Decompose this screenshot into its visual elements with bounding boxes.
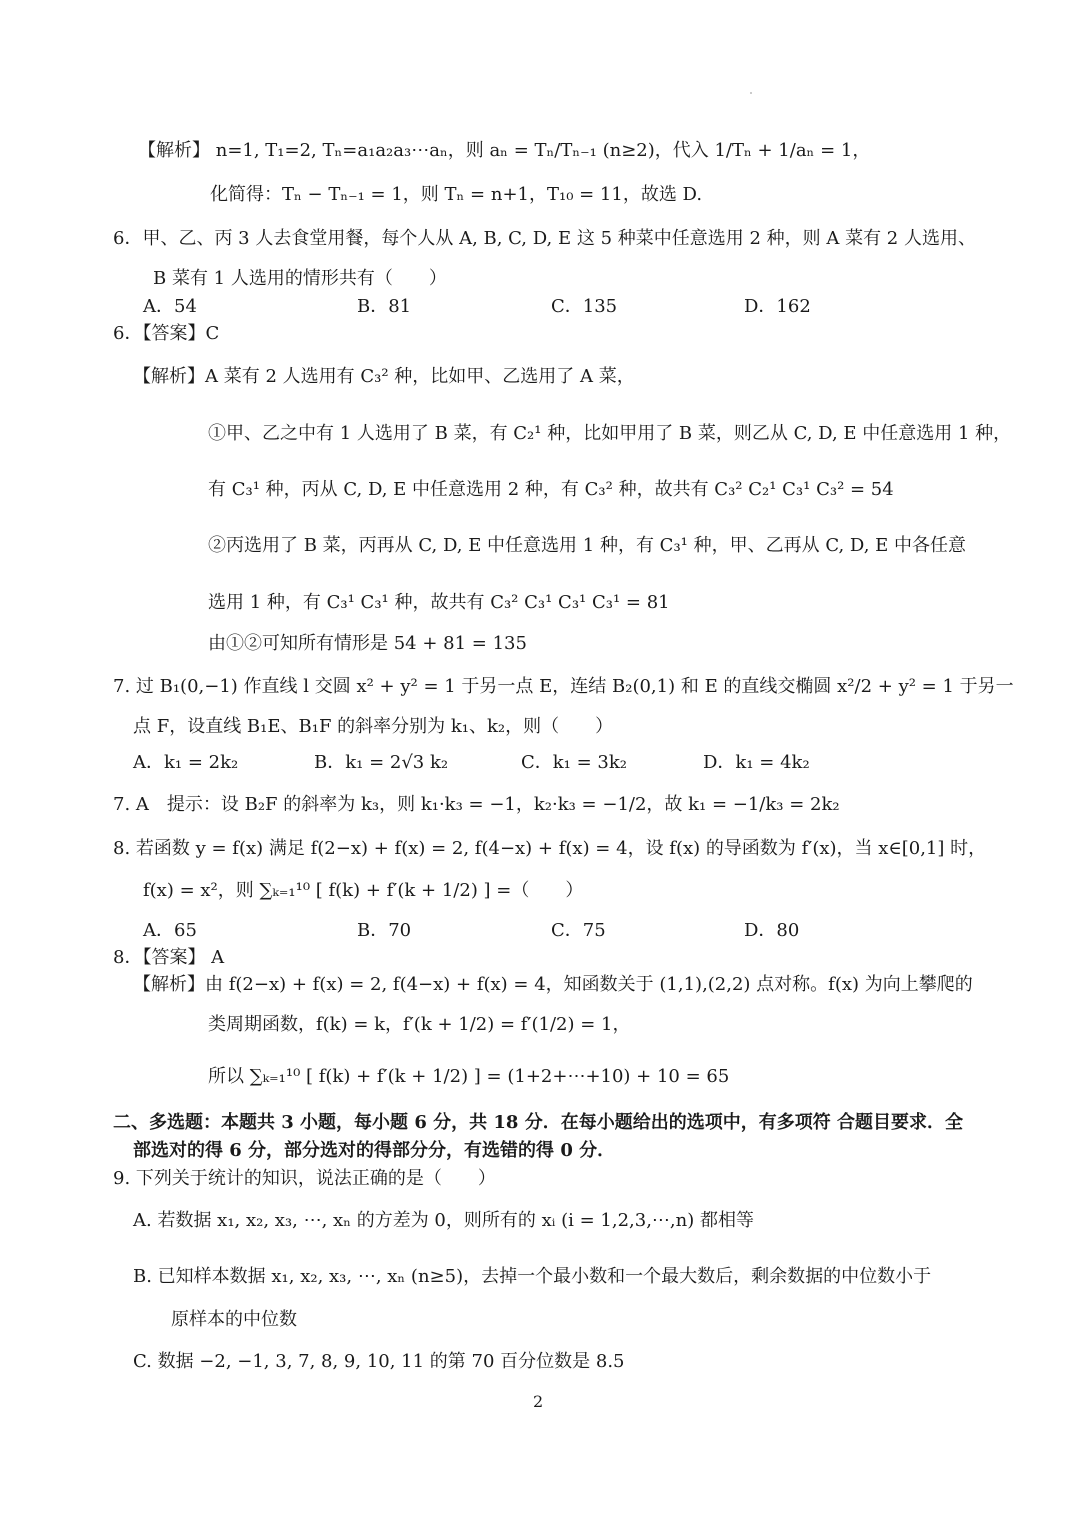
q5-analysis-line2: 化简得：Tₙ − Tₙ₋₁ = 1，则 Tₙ = n+1，T₁₀ = 11，故选 D.	[210, 184, 703, 205]
section-heading-line1: 二、多选题：本题共 3 小题，每小题 6 分，共 18 分．在每小题给出的选项中，有多项符 合题目要求．全	[113, 1112, 963, 1133]
q8-analysis-line1: 【解析】由 f(2−x) + f(x) = 2, f(4−x) + f(x) = 4，知函数关于 (1,1),(2,2) 点对称。f(x) 为向上攀爬的	[133, 974, 973, 995]
q8-option-d: D．80	[744, 920, 800, 941]
q5-analysis-line1: 【解析】 n=1, T₁=2, Tₙ=a₁a₂a₃⋯aₙ，则 aₙ = Tₙ/Tₙ₋₁ (n≥2)，代入 1/Tₙ + 1/aₙ = 1，	[138, 140, 871, 161]
q7-option-b: B．k₁ = 2√3 k₂	[314, 752, 449, 773]
q9-option-b-line2: 原样本的中位数	[171, 1309, 297, 1330]
q6-analysis-line6: 由①②可知所有情形是 54 + 81 = 135	[208, 633, 527, 654]
q7-stem-line1: 7. 过 B₁(0,−1) 作直线 l 交圆 x² + y² = 1 于另一点 E，连结 B₂(0,1) 和 E 的直线交椭圆 x²/2 + y² = 1 于另一	[113, 676, 1014, 697]
q9-option-b-line1: B. 已知样本数据 x₁, x₂, x₃, ⋯, xₙ (n≥5)，去掉一个最小数和一个最大数后，剩余数据的中位数小于	[133, 1266, 932, 1287]
q8-option-a: A．65	[143, 920, 197, 941]
q8-answer: 8．【答案】 A	[113, 947, 225, 968]
q6-option-d: D．162	[744, 296, 811, 317]
q6-analysis-line5: 选用 1 种，有 C₃¹ C₃¹ 种，故共有 C₃² C₃¹ C₃¹ C₃¹ = 81	[208, 592, 670, 613]
q8-analysis-line3: 所以 ∑ₖ₌₁¹⁰ [ f(k) + f′(k + 1/2) ] = (1+2+⋯+10) + 10 = 65	[208, 1066, 730, 1087]
page-number: 2	[533, 1392, 544, 1411]
q8-analysis-line2: 类周期函数，f(k) = k，f′(k + 1/2) = f′(1/2) = 1，	[208, 1014, 631, 1035]
q6-option-c: C．135	[551, 296, 618, 317]
q8-option-b: B．70	[357, 920, 412, 941]
q6-option-a: A．54	[143, 296, 197, 317]
q8-stem-line2: f(x) = x²，则 ∑ₖ₌₁¹⁰ [ f(k) + f′(k + 1/2) ] =（ ）	[143, 880, 584, 901]
q7-stem-line2: 点 F，设直线 B₁E、B₁F 的斜率分别为 k₁、k₂，则（ ）	[133, 716, 614, 737]
q6-option-b: B．81	[357, 296, 412, 317]
q8-option-c: C．75	[551, 920, 606, 941]
q7-option-c: C．k₁ = 3k₂	[521, 752, 627, 773]
q9-option-a: A. 若数据 x₁, x₂, x₃, ⋯, xₙ 的方差为 0，则所有的 xᵢ (i = 1,2,3,⋯,n) 都相等	[133, 1210, 754, 1231]
section-heading-line2: 部选对的得 6 分，部分选对的得部分分，有选错的得 0 分．	[133, 1140, 616, 1161]
q6-analysis-line1: 【解析】A 菜有 2 人选用有 C₃² 种，比如甲、乙选用了 A 菜，	[133, 366, 635, 387]
q6-stem-line1: 6．甲、乙、丙 3 人去食堂用餐，每个人从 A, B, C, D, E 这 5 种菜中任意选用 2 种，则 A 菜有 2 人选用、	[113, 228, 976, 249]
scan-speck	[750, 92, 752, 94]
q9-stem: 9. 下列关于统计的知识，说法正确的是（ ）	[113, 1168, 496, 1189]
q6-answer: 6．【答案】C	[113, 323, 220, 344]
q7-option-d: D．k₁ = 4k₂	[703, 752, 810, 773]
q9-option-c: C. 数据 −2, −1, 3, 7, 8, 9, 10, 11 的第 70 百分位数是 8.5	[133, 1351, 625, 1372]
q6-analysis-line4: ②丙选用了 B 菜，丙再从 C, D, E 中任意选用 1 种，有 C₃¹ 种，甲、乙再从 C, D, E 中各任意	[208, 535, 966, 556]
q8-stem-line1: 8. 若函数 y = f(x) 满足 f(2−x) + f(x) = 2, f(4−x) + f(x) = 4，设 f(x) 的导函数为 f′(x)，当 x∈[0,1] 时，	[113, 838, 987, 859]
q6-analysis-line2: ①甲、乙之中有 1 人选用了 B 菜，有 C₂¹ 种，比如甲用了 B 菜，则乙从 C, D, E 中任意选用 1 种，	[208, 423, 1012, 444]
q6-analysis-line3: 有 C₃¹ 种，丙从 C, D, E 中任意选用 2 种，有 C₃² 种，故共有 C₃² C₂¹ C₃¹ C₃² = 54	[208, 479, 894, 500]
q7-hint: 7. A 提示：设 B₂F 的斜率为 k₃，则 k₁·k₃ = −1，k₂·k₃ = −1/2，故 k₁ = −1/k₃ = 2k₂	[113, 794, 840, 815]
q6-stem-line2: B 菜有 1 人选用的情形共有（ ）	[153, 268, 447, 289]
q7-option-a: A．k₁ = 2k₂	[133, 752, 239, 773]
